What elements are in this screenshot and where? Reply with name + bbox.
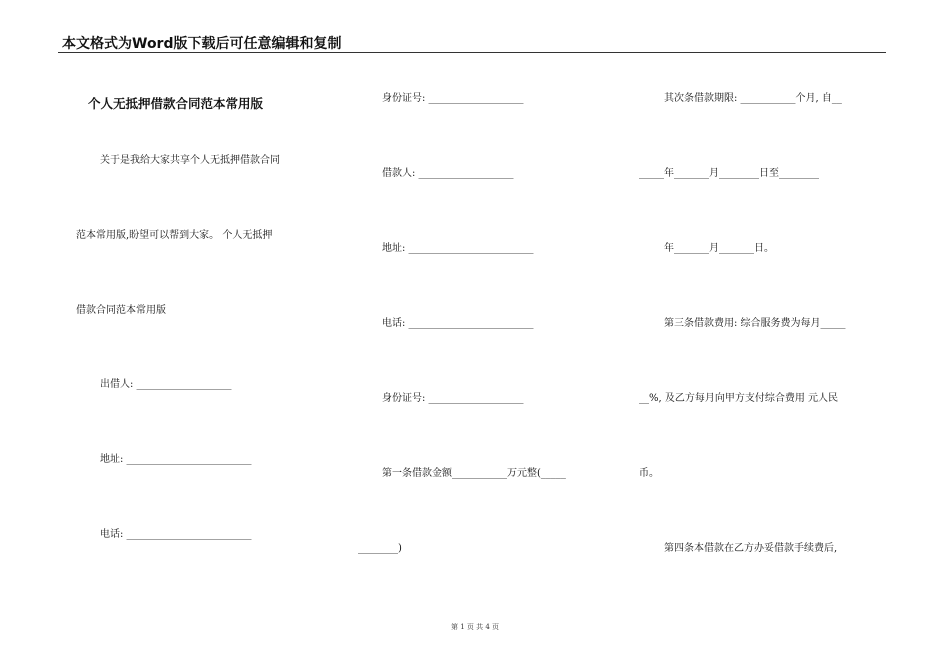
lender-id-field: 身份证号: ___________________ bbox=[382, 93, 524, 104]
article-3-line-1: 第三条借款费用: 综合服务费为每月_____ bbox=[664, 318, 846, 329]
lender-field: 出借人: ___________________ bbox=[100, 379, 232, 390]
lender-address-field: 地址: _________________________ bbox=[100, 454, 252, 465]
article-3-line-2: __%, 及乙方每月向甲方支付综合费用 元人民 bbox=[639, 393, 839, 404]
intro-line-2: 范本常用版,盼望可以帮到大家。 个人无抵押 bbox=[76, 230, 273, 241]
article-4-line-1: 第四条本借款在乙方办妥借款手续费后, bbox=[664, 543, 838, 554]
article-1-line-2: ________) bbox=[358, 543, 402, 554]
lender-phone-field: 电话: _________________________ bbox=[100, 529, 252, 540]
article-1-line-1: 第一条借款金额___________万元整(_____ bbox=[382, 468, 566, 479]
borrower-id-field: 身份证号: ___________________ bbox=[382, 393, 524, 404]
document-title: 个人无抵押借款合同范本常用版 bbox=[88, 96, 264, 111]
intro-line-3: 借款合同范本常用版 bbox=[76, 305, 166, 316]
borrower-phone-field: 电话: _________________________ bbox=[382, 318, 534, 329]
header-rule bbox=[58, 52, 886, 53]
article-2-line-1: 其次条借款期限: ___________个月, 自__ bbox=[664, 93, 842, 104]
intro-line-1: 关于是我给大家共享个人无抵押借款合同 bbox=[100, 155, 280, 166]
borrower-address-field: 地址: _________________________ bbox=[382, 243, 534, 254]
page-number: 第 1 页 共 4 页 bbox=[450, 623, 500, 631]
article-2-line-2: _____年_______月________日至________ bbox=[639, 168, 819, 179]
article-3-line-3: 币。 bbox=[639, 468, 659, 479]
header-text: 本文格式为Word版下载后可任意编辑和复制 bbox=[62, 36, 342, 52]
article-2-line-3: 年_______月_______日。 bbox=[664, 243, 774, 254]
borrower-field: 借款人: ___________________ bbox=[382, 168, 514, 179]
